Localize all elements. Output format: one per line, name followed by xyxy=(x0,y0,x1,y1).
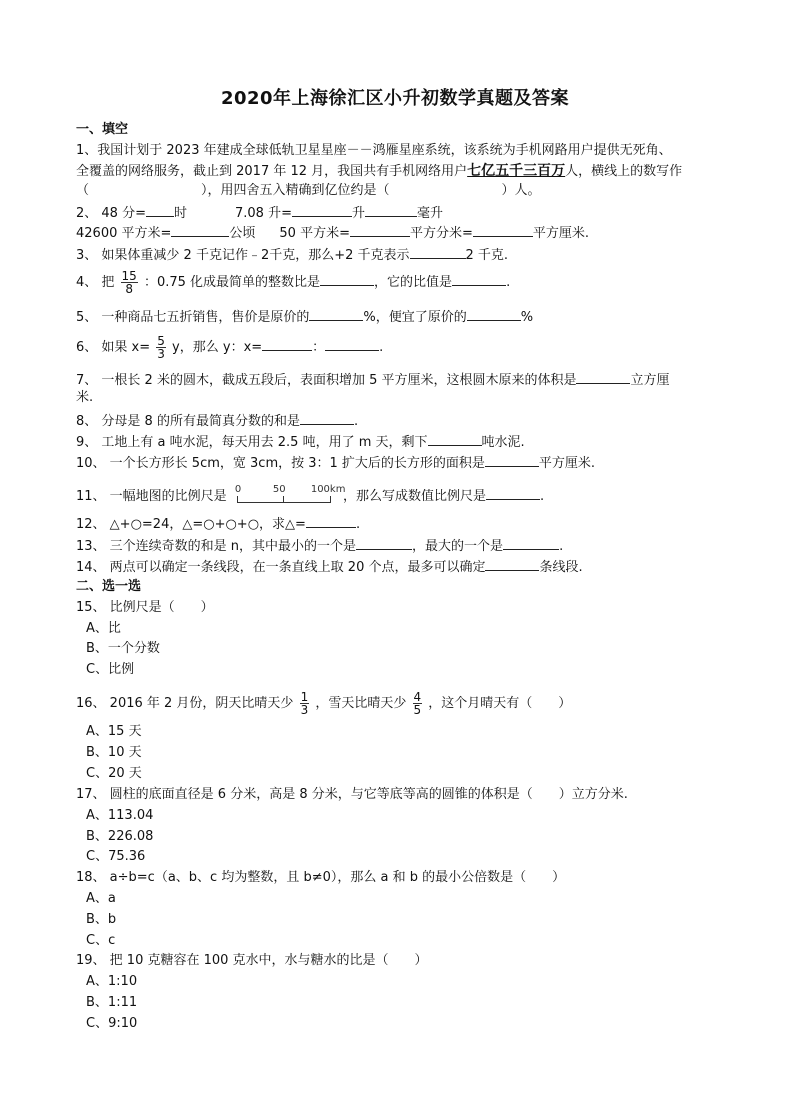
page-title: 2020年上海徐汇区小升初数学真题及答案 xyxy=(220,88,570,109)
map-scale-bar: 0 50 100km xyxy=(235,486,335,508)
question-1-line-3: （ ），用四舍五入精确到亿位约是（ ）人。 xyxy=(76,183,541,198)
question-19-option-c: C、9:10 xyxy=(86,1016,138,1031)
fraction-4-5: $\frac{4}{5}$ xyxy=(413,690,422,717)
question-10: 10、 一个长方形长 5cm，宽 3cm，按 3：1 扩大后的长方形的面积是 平方厘米. xyxy=(76,453,595,473)
question-17: 17、 圆柱的底面直径是 6 分米，高是 8 分米，与它等底等高的圆锥的体积是（ ）立方分米. xyxy=(76,787,628,802)
question-11: 11、 一幅地图的比例尺是 0 50 100km ，那么写成数值比例尺是 . xyxy=(76,485,544,509)
fraction-5-3: $\frac{5}{3}$ xyxy=(157,334,165,361)
question-15-option-a: A、比 xyxy=(86,621,121,636)
question-17-option-b: B、226.08 xyxy=(86,829,154,844)
question-2b: 42600 平方米= 公顷 50 平方米= 平方分米= 平方厘米. xyxy=(76,223,589,243)
question-18-option-c: C、c xyxy=(86,933,116,948)
question-9: 9、 工地上有 a 吨水泥，每天用去 2.5 吨，用了 m 天，剩下 吨水泥. xyxy=(76,432,525,452)
question-7-line-2: 米. xyxy=(76,390,94,405)
question-15-option-b: B、一个分数 xyxy=(86,641,160,656)
question-4: 4、 把 $\frac{15}{8}$ ：0.75 化成最简单的整数比是 ，它的比值是 . xyxy=(76,269,511,296)
highlighted-number: 七亿五千三百万 xyxy=(467,163,566,179)
question-15: 15、 比例尺是（ ） xyxy=(76,600,214,615)
question-7-line-1: 7、 一根长 2 米的圆木，截成五段后，表面积增加 5 平方厘米，这根圆木原来的体积是 立方厘 xyxy=(76,370,670,390)
question-5: 5、 一种商品七五折销售，售价是原价的 %，便宜了原价的 % xyxy=(76,307,533,327)
question-19-option-a: A、1:10 xyxy=(86,974,138,989)
question-17-option-c: C、75.36 xyxy=(86,849,146,864)
question-12: 12、 △+○=24，△=○+○+○，求△= . xyxy=(76,514,360,534)
question-16-option-c: C、20 天 xyxy=(86,766,142,781)
question-8: 8、 分母是 8 的所有最简真分数的和是 . xyxy=(76,411,358,431)
question-18-option-a: A、a xyxy=(86,891,116,906)
question-16: 16、 2016 年 2 月份，阴天比晴天少 $\frac{1}{3}$ ，雪天比晴天少 $\frac{4}{5}$ ，这个月晴天有（ ） xyxy=(76,690,572,717)
question-17-option-a: A、113.04 xyxy=(86,808,154,823)
question-16-option-b: B、10 天 xyxy=(86,745,142,760)
section-choice-heading: 二、选一选 xyxy=(76,579,142,594)
question-19-option-b: B、1:11 xyxy=(86,995,138,1010)
section-fill-in-heading: 一、填空 xyxy=(76,122,129,137)
question-1-line-2: 全覆盖的网络服务，截止到 2017 年 12 月，我国共有手机网络用户七亿五千三百万人，横线上的数写作 xyxy=(76,163,683,179)
question-19: 19、 把 10 克糖容在 100 克水中，水与糖水的比是（ ） xyxy=(76,953,428,968)
question-14: 14、 两点可以确定一条线段，在一条直线上取 20 个点，最多可以确定 条线段. xyxy=(76,557,583,577)
question-6: 6、 如果 x= $\frac{5}{3}$ y，那么 y：x= ： . xyxy=(76,334,384,361)
question-1-line-1: 1、我国计划于 2023 年建成全球低轨卫星星座－－鸿雁星座系统，该系统为手机网路用户提供无死角、 xyxy=(76,143,672,158)
question-15-option-c: C、比例 xyxy=(86,662,135,677)
question-2: 2、 48 分= 时 7.08 升= 升 毫升 xyxy=(76,203,443,223)
question-3: 3、 如果体重减少 2 千克记作﹣2千克，那么+2 千克表示 2 千克. xyxy=(76,245,508,265)
question-13: 13、 三个连续奇数的和是 n，其中最小的一个是 ，最大的一个是 . xyxy=(76,536,563,556)
fraction-1-3: $\frac{1}{3}$ xyxy=(300,690,309,717)
question-16-option-a: A、15 天 xyxy=(86,724,142,739)
fraction-15-8: $\frac{15}{8}$ xyxy=(121,269,137,296)
question-18-option-b: B、b xyxy=(86,912,117,927)
question-18: 18、 a÷b=c（a、b、c 均为整数，且 b≠0），那么 a 和 b 的最小公倍数是（ ） xyxy=(76,870,566,885)
